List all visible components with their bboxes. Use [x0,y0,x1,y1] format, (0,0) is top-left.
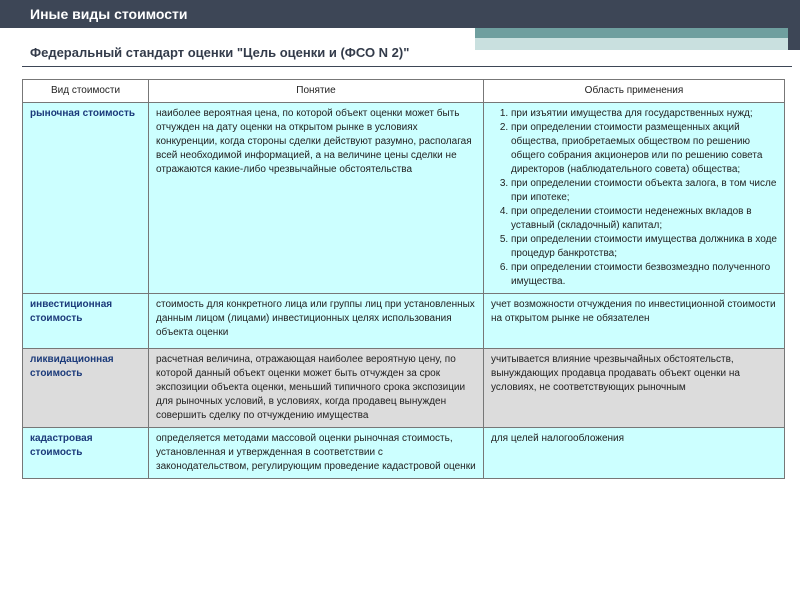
row-type: ликвидационная стоимость [23,349,149,428]
header-concept: Понятие [149,80,484,103]
row-type: рыночная стоимость [23,103,149,294]
list-item: 1. при изъятии имущества для государственных нужд; [511,107,777,121]
row-concept: расчетная величина, отражающая наиболее вероятную цену, по которой данный объект оценки может быть отчужден за срок экспозиции объекта оценки, меньший типичного срока экспозиции для рыночных условий, в условиях, когда продавец вынужден совершить сделку по отчуждению имущества [149,349,484,428]
row-type: инвестиционная стоимость [23,294,149,349]
table-row [23,294,785,349]
slide-subtitle: Федеральный стандарт оценки "Цель оценки и (ФСО N 2)" [30,45,410,60]
table-row [23,349,785,428]
row-usage: для целей налогообложения [484,428,785,479]
list-item: 3. при определении стоимости объекта залога, в том числе при ипотеке; [511,177,777,205]
row-type: кадастровая стоимость [23,428,149,479]
slide-title: Иные виды стоимости [30,6,188,22]
value-types-table [22,79,785,479]
row-usage: учет возможности отчуждения по инвестиционной стоимости на открытом рынке не обязателен [484,294,785,349]
decorative-stripe-edge [788,28,800,50]
header-type: Вид стоимости [23,80,149,103]
list-item: 2. при определении стоимости размещенных акций общества, приобретаемых обществом по решению общего собрания акционеров или по решению совета директоров (наблюдательного совета) общества; [511,121,777,177]
title-banner [0,0,800,28]
decorative-stripe-light [475,38,800,50]
row-concept: стоимость для конкретного лица или группы лиц при установленных данным лицом (лицами) инвестиционных целях использования объекта оценки [149,294,484,349]
table-row [23,103,785,294]
row-usage [484,103,785,294]
table-header-row [23,80,785,103]
list-item: 6. при определении стоимости безвозмездно полученного имущества. [511,261,777,289]
list-item: 4. при определении стоимости неденежных вкладов в уставный (складочный) капитал; [511,205,777,233]
row-usage: учитывается влияние чрезвычайных обстоятельств, вынуждающих продавца продавать объект оценки на условиях, не соответствующих рыночным [484,349,785,428]
header-usage: Область применения [484,80,785,103]
row-concept: наиболее вероятная цена, по которой объект оценки может быть отчужден на дату оценки на открытом рынке в условиях конкуренции, когда стороны сделки действуют разумно, располагая всей необходимой информацией, а на величине цены сделки не отражаются какие-либо чрезвычайные обстоятельства [149,103,484,294]
table-row [23,428,785,479]
usage-list [491,107,777,289]
row-concept: определяется методами массовой оценки рыночная стоимость, установленная и утвержденная в соответствии с законодательством, регулирующим проведение кадастровой оценки [149,428,484,479]
divider [22,66,792,67]
list-item: 5. при определении стоимости имущества должника в ходе процедур банкротства; [511,233,777,261]
